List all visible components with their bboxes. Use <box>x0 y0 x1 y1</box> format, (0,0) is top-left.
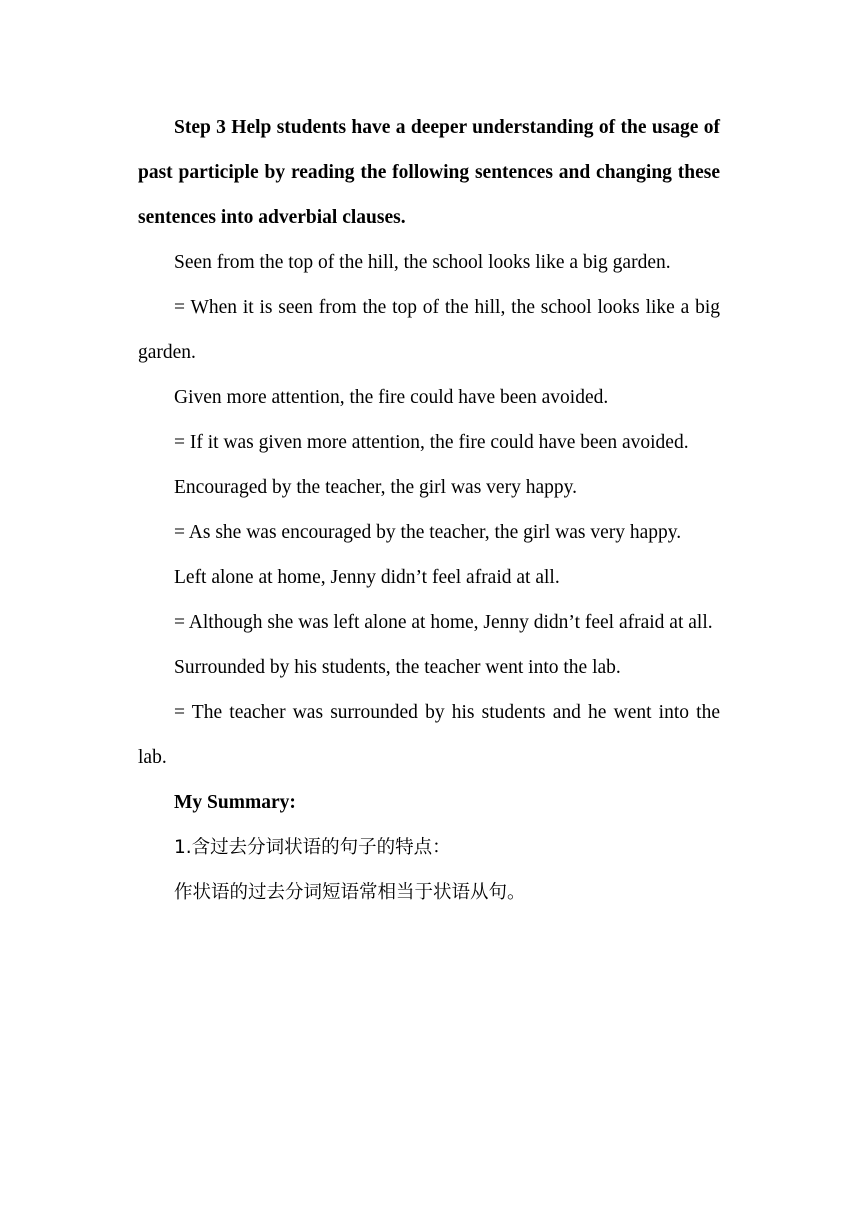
example-sentence-1: Seen from the top of the hill, the school looks like a big garden. <box>174 252 671 273</box>
document-body <box>138 105 720 915</box>
example-clause-5: = The teacher was surrounded by his students and he went into the lab. <box>138 702 720 768</box>
example-clause-3: = As she was encouraged by the teacher, the girl was very happy. <box>174 522 682 543</box>
summary-point-1: 1.含过去分词状语的句子的特点： <box>174 837 451 858</box>
example-sentence-2: Given more attention, the fire could have been avoided. <box>174 387 609 408</box>
step-heading: Step 3 Help students have a deeper understanding of the usage of past participle by reading the following sentences and changing these sentences into adverbial clauses. <box>138 117 720 228</box>
example-sentence-4: Left alone at home, Jenny didn’t feel afraid at all. <box>174 567 560 588</box>
example-clause-1: = When it is seen from the top of the hill, the school looks like a big garden. <box>138 297 720 363</box>
example-clause-2: = If it was given more attention, the fire could have been avoided. <box>174 432 689 453</box>
example-clause-4: = Although she was left alone at home, Jenny didn’t feel afraid at all. <box>174 612 713 633</box>
example-sentence-3: Encouraged by the teacher, the girl was very happy. <box>174 477 577 498</box>
summary-title: My Summary: <box>174 792 296 813</box>
example-sentence-5: Surrounded by his students, the teacher went into the lab. <box>174 657 621 678</box>
summary-point-1-text: 作状语的过去分词短语常相当于状语从句。 <box>174 882 526 903</box>
